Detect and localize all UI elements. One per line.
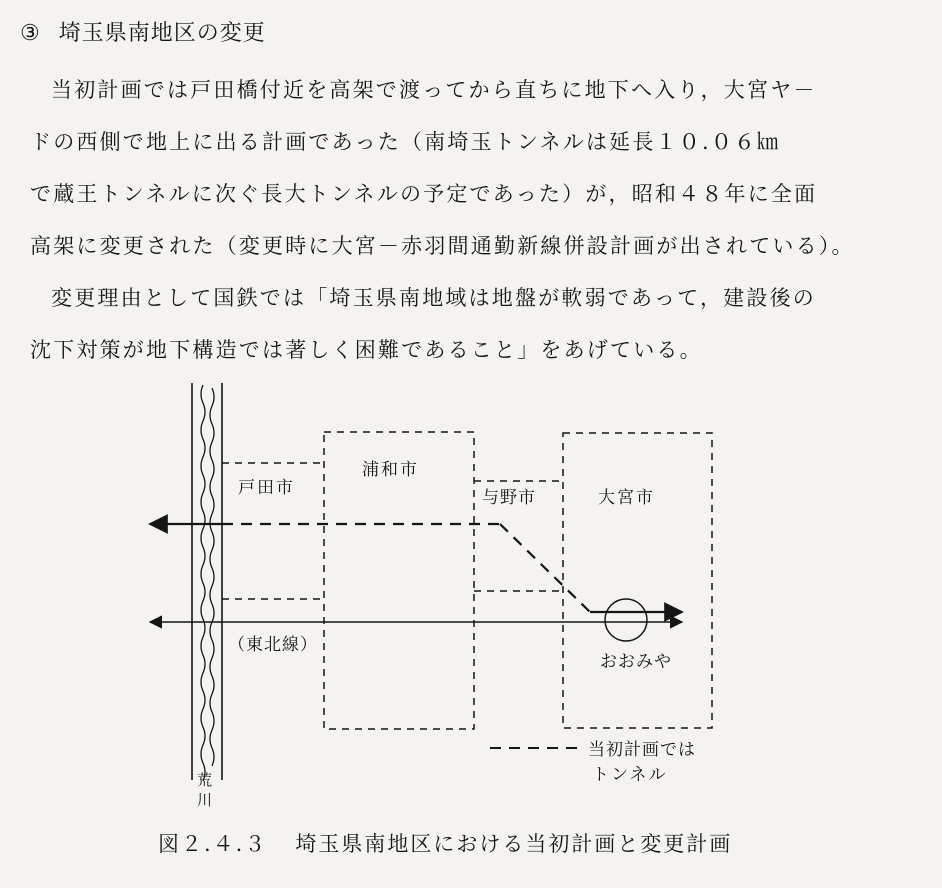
- paragraph-line: 沈下対策が地下構造では著しく困難であること」をあげている。: [30, 338, 703, 362]
- omiya-city-label: 大宮市: [598, 488, 655, 508]
- paragraph-line: で蔵王トンネルに次ぐ長大トンネルの予定であった）が，昭和４８年に全面: [30, 182, 818, 206]
- paragraph-line: 高架に変更された（変更時に大宮－赤羽間通勤新線併設計画が出されている）。: [30, 234, 855, 258]
- paragraph-line: 当初計画では戸田橋付近を高架で渡ってから直ちに地下へ入り，大宮ヤ－: [51, 78, 817, 102]
- paragraph-line: ドの西側で地上に出る計画であった（南埼玉トンネルは延長１０.０６㎞: [30, 130, 781, 154]
- omiya-station-label: おおみや: [600, 652, 672, 672]
- omiya-station-circle: [605, 599, 647, 641]
- river-arakawa: [192, 383, 222, 781]
- figure-number: 図２.４.３: [158, 832, 268, 856]
- river-wave-line: [201, 385, 205, 781]
- river-wave-line: [210, 388, 214, 766]
- yono-city-label: 与野市: [482, 488, 536, 508]
- original-plan-tunnel-route: [500, 524, 590, 612]
- river-label-top: 荒: [197, 771, 213, 789]
- river-label-bottom: 川: [197, 791, 213, 809]
- figure-caption-text: 埼玉県南地区における当初計画と変更計画: [295, 832, 733, 856]
- urawa-city-label: 浦和市: [362, 460, 419, 480]
- figure-caption: [158, 828, 732, 858]
- legend-text-line1: 当初計画では: [588, 740, 696, 760]
- legend-text-line2: トンネル: [592, 765, 668, 785]
- tohoku-line-label: （東北線）: [228, 635, 318, 655]
- paragraph-line: 変更理由として国鉄では「埼玉県南地域は地盤が軟弱であって，建設後の: [51, 286, 816, 310]
- section-number: ③: [20, 21, 41, 46]
- omiya-city-boundary: [563, 433, 712, 728]
- toda-city-label: 戸田市: [238, 478, 295, 498]
- section-title: 埼玉県南地区の変更: [58, 21, 266, 46]
